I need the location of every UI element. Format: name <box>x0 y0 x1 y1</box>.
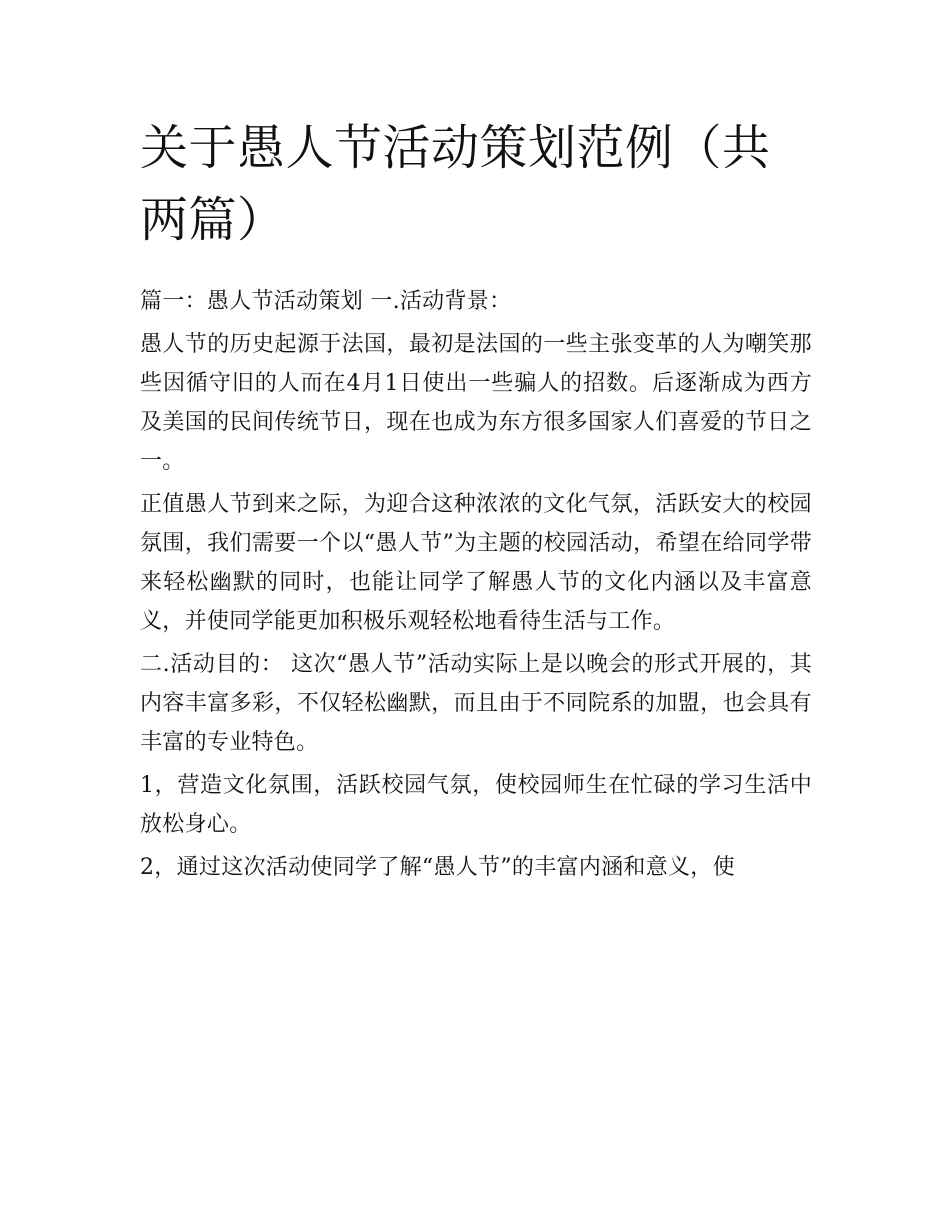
document-title: 关于愚人节活动策划范例（共两篇） <box>140 120 771 248</box>
paragraph-purpose-intro: 正值愚人节到来之际，为迎合这种浓浓的文化气氛，活跃安大的校园氛围，我们需要一个以“愚人节”为主题的校园活动，希望在给同学带来轻松幽默的同时，也能让同学了解愚人节的文化内涵以及丰富意义，并使同学能更加积极乐观轻松地看待生活与工作。 <box>140 492 812 634</box>
section-heading-background: 篇一：愚人节活动策划 一.活动背景： <box>140 289 512 314</box>
paragraph-history: 愚人节的历史起源于法国，最初是法国的一些主张变革的人为嘲笑那些因循守旧的人而在4月1日使出一些骗人的招数。后逐渐成为西方及美国的民间传统节日，现在也成为东方很多国家人们喜爱的节日之一。 <box>140 332 812 474</box>
list-item-2: 2，通过这次活动使同学了解“愚人节”的丰富内涵和意义，使 <box>140 855 735 880</box>
section-activity-goal: 二.活动目的： 这次“愚人节”活动实际上是以晚会的形式开展的，其内容丰富多彩，不仅轻松幽默，而且由于不同院系的加盟，也会具有丰富的专业特色。 <box>140 652 812 755</box>
document-body <box>140 112 812 891</box>
list-item-1: 1，营造文化氛围，活跃校园气氛，使校园师生在忙碌的学习生活中放松身心。 <box>140 773 812 837</box>
